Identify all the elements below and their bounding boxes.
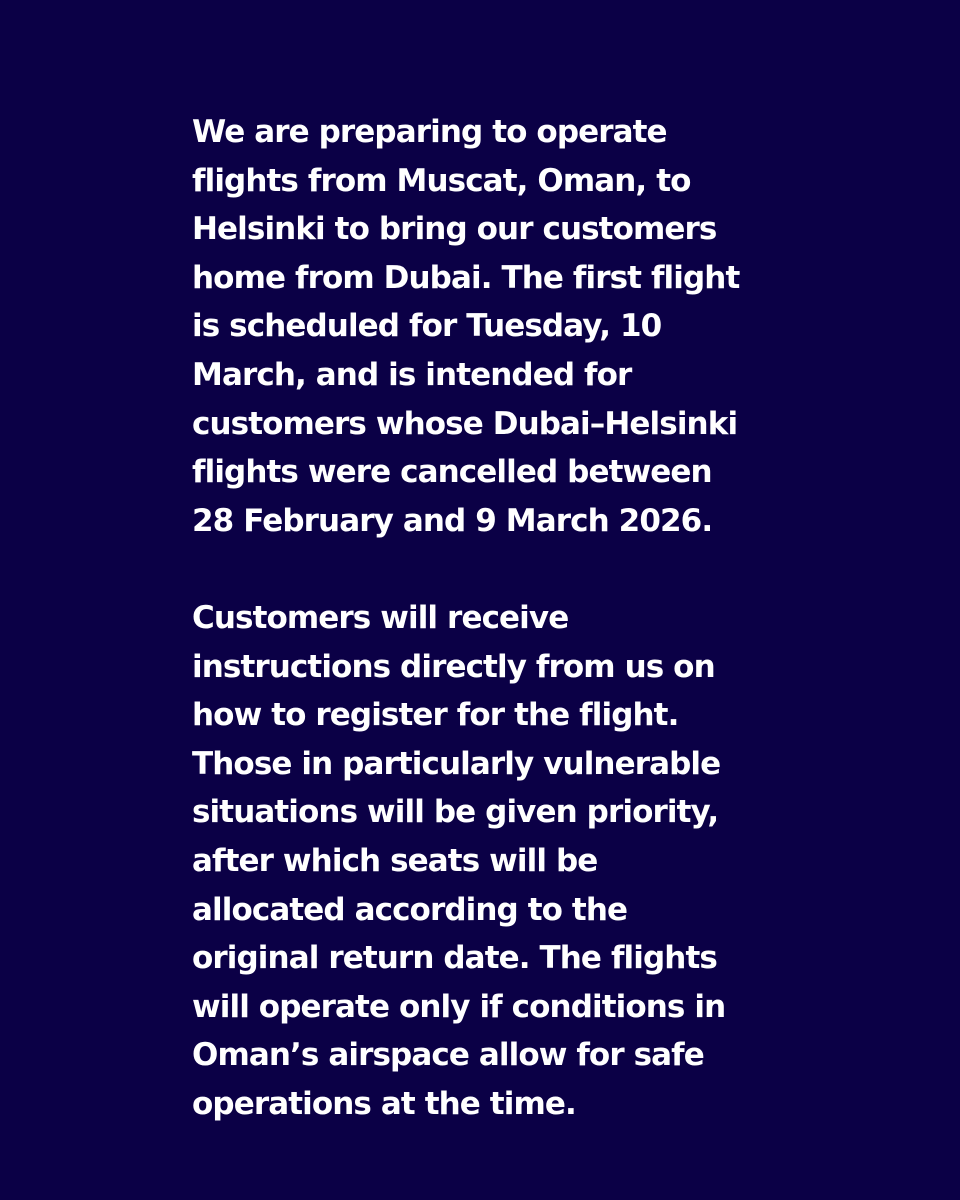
text-line: is scheduled for Tuesday, 10: [192, 308, 662, 345]
text-line: flights from Muscat, Oman, to: [192, 162, 691, 199]
paragraph-registration-info: [192, 594, 792, 1129]
text-line: We are preparing to operate: [192, 114, 667, 150]
text-line: flights were cancelled between: [192, 454, 712, 491]
text-line: situations will be given priority,: [192, 794, 719, 831]
text-line: Customers will receive: [192, 599, 569, 636]
text-line: Oman’s airspace allow for safe: [192, 1037, 704, 1074]
text-line: 28 February and 9 March 2026.: [192, 502, 713, 539]
text-line: will operate only if conditions in: [192, 988, 726, 1025]
text-line: home from Dubai. The first flight: [192, 259, 740, 296]
text-line: Those in particularly vulnerable: [192, 745, 721, 782]
text-line: March, and is intended for: [192, 356, 632, 393]
text-line: operations at the time.: [192, 1085, 576, 1122]
paragraph-spacer: [192, 545, 792, 594]
paragraph-flight-plan: [192, 108, 792, 545]
announcement-text: [192, 108, 792, 1128]
text-line: after which seats will be: [192, 842, 598, 879]
text-line: instructions directly from us on: [192, 648, 715, 685]
text-line: Helsinki to bring our customers: [192, 211, 717, 248]
text-line: how to register for the flight.: [192, 697, 679, 734]
text-line: customers whose Dubai–Helsinki: [192, 405, 738, 442]
text-line: original return date. The flights: [192, 940, 717, 977]
text-line: allocated according to the: [192, 891, 628, 928]
